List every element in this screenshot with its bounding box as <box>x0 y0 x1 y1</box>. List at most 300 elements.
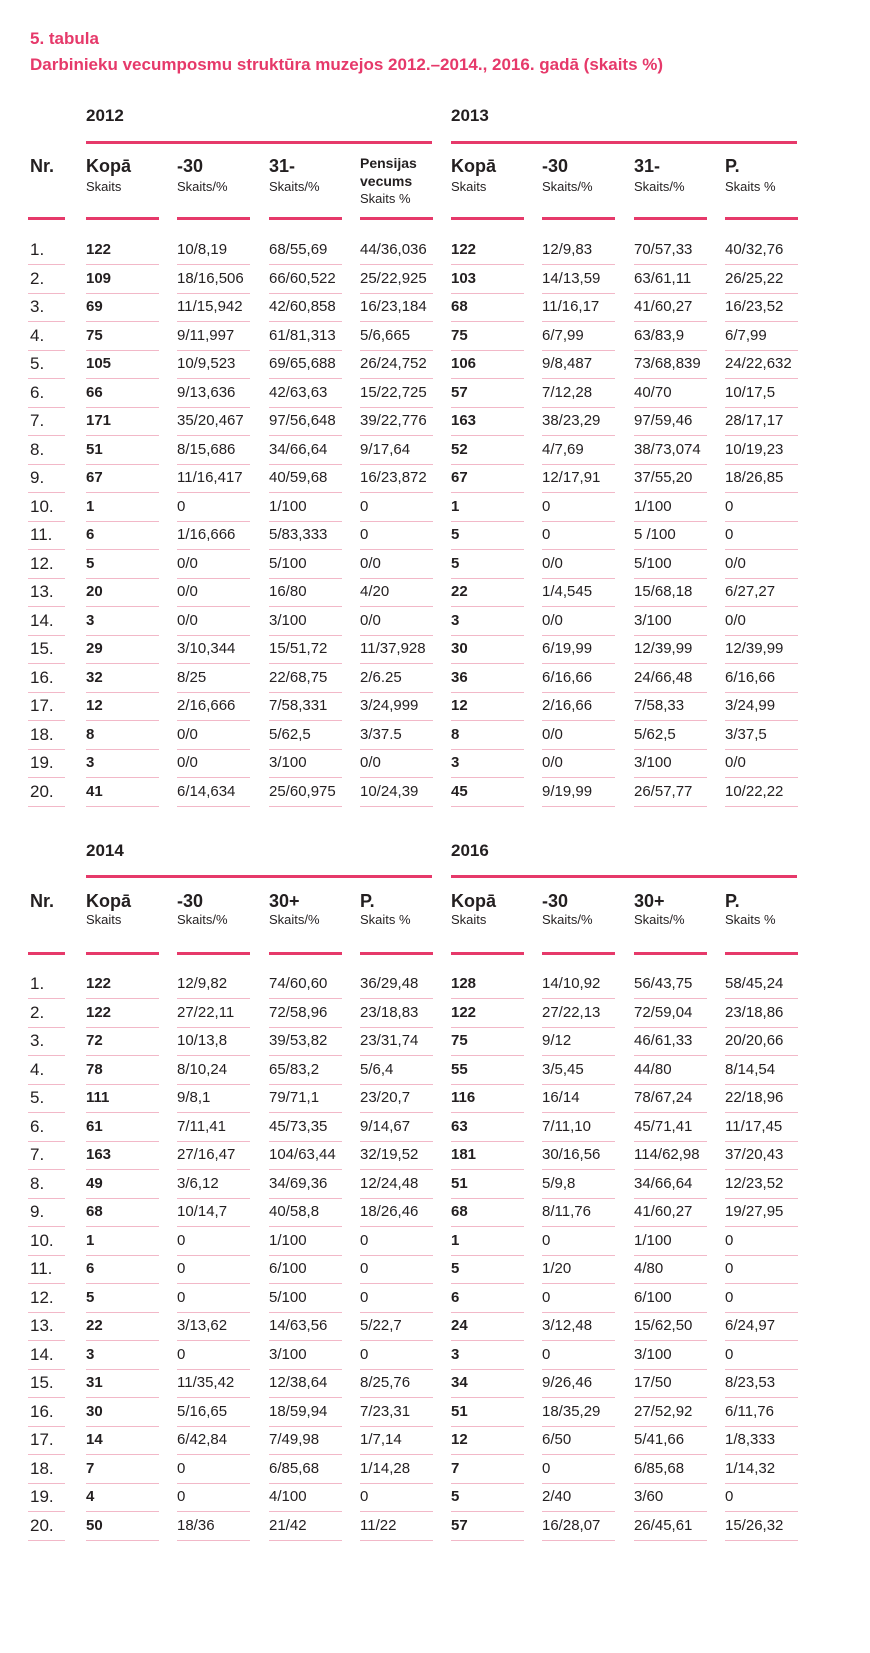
row-number: 8. <box>30 439 45 459</box>
table-cell: 12/17,91 <box>542 469 601 486</box>
row-separator <box>269 806 342 807</box>
column-header-unit: Skaits <box>451 179 487 194</box>
row-separator <box>28 521 65 522</box>
row-separator <box>542 1369 615 1370</box>
row-separator <box>177 1340 250 1341</box>
row-separator <box>177 663 250 664</box>
table-cell: 0/0 <box>542 554 563 572</box>
table-cell: 39/53,82 <box>269 1032 328 1049</box>
row-separator <box>28 1312 65 1313</box>
table-title: Darbinieku vecumposmu struktūra muzejos 2012.–2014., 2016. gadā (skaits %) <box>30 55 664 74</box>
table-cell: 3/37.5 <box>360 725 402 743</box>
table-cell: 20 <box>86 583 103 600</box>
table-cell: 10/22,22 <box>725 782 784 800</box>
row-separator <box>542 1055 615 1056</box>
row-number: 11. <box>30 1259 53 1278</box>
table-cell: 3/12,48 <box>542 1317 593 1334</box>
column-header-label: P. <box>360 891 375 911</box>
table-cell: 5 /100 <box>634 526 676 543</box>
table-cell: 41 <box>86 782 103 800</box>
row-separator <box>269 549 342 550</box>
table-cell: 122 <box>86 241 112 258</box>
table-cell: 5/6,665 <box>360 326 411 344</box>
table-cell: 0/0 <box>725 554 746 572</box>
row-separator <box>451 1540 524 1541</box>
nr-column-header: Nr. <box>30 891 55 911</box>
row-separator <box>725 293 798 294</box>
table-cell: 4/7,69 <box>542 440 584 458</box>
table-cell: 9/13,636 <box>177 383 236 401</box>
table-cell: 44/36,036 <box>360 241 427 258</box>
row-separator <box>542 321 615 322</box>
row-separator <box>269 264 342 265</box>
row-separator <box>451 1055 524 1056</box>
table-cell: 8 <box>86 725 95 743</box>
table-cell: 122 <box>451 1003 477 1021</box>
table-cell: 24/22,632 <box>725 355 792 372</box>
year-rule <box>451 875 797 878</box>
column-header-underline <box>634 952 707 955</box>
row-separator <box>28 1369 65 1370</box>
row-separator <box>542 1283 615 1284</box>
row-separator <box>28 407 65 408</box>
table-cell: 0 <box>360 1260 369 1277</box>
row-separator <box>360 1027 433 1028</box>
row-separator <box>177 777 250 778</box>
row-separator <box>86 777 159 778</box>
row-separator <box>634 635 707 636</box>
column-header-underline <box>86 952 159 955</box>
table-cell: 9/12 <box>542 1032 572 1049</box>
row-separator <box>177 1198 250 1199</box>
row-separator <box>177 1483 250 1484</box>
table-cell: 24 <box>451 1317 468 1334</box>
row-separator <box>269 1141 342 1142</box>
row-separator <box>451 606 524 607</box>
row-separator <box>360 492 433 493</box>
row-separator <box>634 492 707 493</box>
row-separator <box>86 806 159 807</box>
table-cell: 0 <box>360 497 369 515</box>
row-separator <box>86 549 159 550</box>
row-separator <box>28 1511 65 1512</box>
row-separator <box>634 1226 707 1227</box>
table-cell: 5/6,4 <box>360 1060 394 1078</box>
row-separator <box>542 1226 615 1227</box>
row-number: 16. <box>30 667 54 687</box>
row-separator <box>542 1426 615 1427</box>
row-separator <box>634 293 707 294</box>
table-cell: 0 <box>177 1488 186 1505</box>
row-number: 7. <box>30 411 45 430</box>
row-separator <box>28 321 65 322</box>
row-separator <box>725 407 798 408</box>
table-cell: 0 <box>177 1260 186 1277</box>
table-cell: 2/16,66 <box>542 697 593 714</box>
column-header-label: P. <box>725 891 740 911</box>
table-cell: 10/19,23 <box>725 440 784 458</box>
row-separator <box>177 1283 250 1284</box>
row-separator <box>86 1055 159 1056</box>
table-cell: 0 <box>542 526 551 543</box>
row-separator <box>360 1283 433 1284</box>
table-cell: 34/66,64 <box>634 1174 693 1192</box>
row-separator <box>269 1483 342 1484</box>
table-cell: 30/16,56 <box>542 1146 601 1163</box>
row-separator <box>269 1084 342 1085</box>
table-cell: 15/26,32 <box>725 1516 784 1534</box>
row-separator <box>360 1454 433 1455</box>
row-separator <box>86 407 159 408</box>
year-heading-2012: 2012 <box>86 106 124 125</box>
row-separator <box>451 1426 524 1427</box>
table-cell: 70/57,33 <box>634 241 693 258</box>
row-separator <box>177 1426 250 1427</box>
row-separator <box>360 1511 433 1512</box>
row-number: 17. <box>30 696 54 715</box>
table-cell: 10/24,39 <box>360 782 419 800</box>
row-separator <box>725 264 798 265</box>
table-number: 5. tabula <box>30 29 99 48</box>
table-cell: 16/23,184 <box>360 298 427 315</box>
row-separator <box>634 464 707 465</box>
row-number: 18. <box>30 1458 54 1478</box>
table-cell: 7/11,10 <box>542 1117 591 1135</box>
row-separator <box>360 1483 433 1484</box>
year-heading-2013: 2013 <box>451 106 489 125</box>
row-separator <box>28 1169 65 1170</box>
row-separator <box>269 998 342 999</box>
table-cell: 75 <box>451 326 468 344</box>
table-cell: 12/39,99 <box>634 640 693 657</box>
table-cell: 8/25 <box>177 668 207 686</box>
table-cell: 10/13,8 <box>177 1032 228 1049</box>
table-cell: 1 <box>86 1231 95 1249</box>
row-separator <box>360 1312 433 1313</box>
row-separator <box>451 663 524 664</box>
table-cell: 40/32,76 <box>725 241 784 258</box>
table-cell: 75 <box>86 326 103 344</box>
table-cell: 5/83,333 <box>269 526 328 543</box>
column-header-label: -30 <box>177 156 204 176</box>
row-separator <box>542 1169 615 1170</box>
row-separator <box>542 1540 615 1541</box>
row-separator <box>725 350 798 351</box>
table-cell: 0 <box>725 1260 734 1277</box>
table-cell: 5 <box>451 554 460 572</box>
table-cell: 12/39,99 <box>725 640 784 657</box>
row-separator <box>86 606 159 607</box>
row-separator <box>634 1112 707 1113</box>
row-separator <box>634 1483 707 1484</box>
row-separator <box>360 1112 433 1113</box>
table-cell: 14/63,56 <box>269 1317 328 1334</box>
table-cell: 65/83,2 <box>269 1060 320 1078</box>
row-separator <box>542 350 615 351</box>
row-separator <box>360 264 433 265</box>
table-cell: 45/71,41 <box>634 1117 693 1135</box>
table-cell: 10/9,523 <box>177 355 236 372</box>
table-cell: 26/25,22 <box>725 269 784 287</box>
row-separator <box>451 806 524 807</box>
table-cell: 18/59,94 <box>269 1402 328 1420</box>
table-cell: 3/100 <box>634 1345 672 1363</box>
row-separator <box>28 1198 65 1199</box>
table-cell: 34 <box>451 1374 468 1391</box>
table-cell: 20/20,66 <box>725 1032 784 1049</box>
table-cell: 25/22,925 <box>360 269 427 287</box>
row-separator <box>634 1255 707 1256</box>
row-separator <box>360 321 433 322</box>
column-header-label: 30+ <box>634 891 665 911</box>
row-separator <box>634 578 707 579</box>
row-separator <box>86 692 159 693</box>
row-separator <box>86 264 159 265</box>
table-cell: 5/100 <box>634 554 672 572</box>
row-separator <box>725 1312 798 1313</box>
table-cell: 4/20 <box>360 583 390 600</box>
row-separator <box>28 1084 65 1085</box>
table-cell: 7/58,331 <box>269 697 328 714</box>
row-separator <box>177 578 250 579</box>
table-cell: 40/59,68 <box>269 469 328 486</box>
row-separator <box>542 578 615 579</box>
table-cell: 163 <box>86 1146 112 1163</box>
table-cell: 3/24,99 <box>725 697 776 714</box>
table-cell: 97/56,648 <box>269 412 336 429</box>
table-cell: 122 <box>86 975 112 992</box>
table-cell: 0 <box>177 1288 186 1306</box>
table-cell: 1 <box>86 497 95 515</box>
row-separator <box>86 1198 159 1199</box>
row-number: 9. <box>30 1202 45 1221</box>
row-separator <box>725 1198 798 1199</box>
table-cell: 57 <box>451 1516 468 1534</box>
row-separator <box>725 435 798 436</box>
table-cell: 3 <box>451 754 460 771</box>
row-separator <box>634 1540 707 1541</box>
row-number: 14. <box>30 1344 54 1364</box>
row-separator <box>86 293 159 294</box>
table-cell: 78/67,24 <box>634 1089 693 1106</box>
table-cell: 0 <box>360 526 369 543</box>
table-cell: 51 <box>451 1174 468 1192</box>
column-header-underline <box>360 952 433 955</box>
table-cell: 23/18,83 <box>360 1003 419 1021</box>
row-separator <box>634 777 707 778</box>
row-separator <box>177 1055 250 1056</box>
table-cell: 11/17,45 <box>725 1117 783 1135</box>
table-cell: 0 <box>177 1231 186 1249</box>
table-cell: 16/23,872 <box>360 469 427 486</box>
table-cell: 3/100 <box>634 754 672 771</box>
row-separator <box>269 1540 342 1541</box>
table-cell: 12/9,82 <box>177 975 228 992</box>
table-cell: 14/13,59 <box>542 269 601 287</box>
row-separator <box>28 720 65 721</box>
column-header-label: -30 <box>542 891 569 911</box>
row-separator <box>28 492 65 493</box>
table-cell: 61 <box>86 1117 103 1135</box>
row-separator <box>86 492 159 493</box>
table-cell: 4/100 <box>269 1488 307 1505</box>
row-separator <box>177 606 250 607</box>
row-separator <box>177 435 250 436</box>
row-separator <box>177 635 250 636</box>
table-cell: 23/18,86 <box>725 1003 784 1021</box>
table-cell: 5/22,7 <box>360 1317 402 1334</box>
table-cell: 0 <box>360 1231 369 1249</box>
table-cell: 8/25,76 <box>360 1374 411 1391</box>
table-cell: 35/20,467 <box>177 412 244 429</box>
table-cell: 1/20 <box>542 1260 572 1277</box>
row-separator <box>28 1426 65 1427</box>
column-header-label: 31- <box>269 156 296 176</box>
row-separator <box>177 720 250 721</box>
row-separator <box>725 663 798 664</box>
table-cell: 9/11,997 <box>177 326 235 344</box>
table-cell: 42/63,63 <box>269 383 328 401</box>
row-separator <box>28 435 65 436</box>
table-cell: 8 <box>451 725 460 743</box>
row-separator <box>725 1055 798 1056</box>
table-cell: 0 <box>542 1288 551 1306</box>
row-separator <box>451 578 524 579</box>
table-cell: 25/60,975 <box>269 782 336 800</box>
table-cell: 3/5,45 <box>542 1060 584 1078</box>
row-separator <box>269 1055 342 1056</box>
row-number: 20. <box>30 781 54 801</box>
row-separator <box>86 1454 159 1455</box>
row-separator <box>725 1483 798 1484</box>
row-separator <box>86 1540 159 1541</box>
table-cell: 27/52,92 <box>634 1402 693 1420</box>
row-separator <box>86 1141 159 1142</box>
row-separator <box>177 378 250 379</box>
table-cell: 10/17,5 <box>725 383 776 401</box>
table-cell: 5/41,66 <box>634 1431 685 1448</box>
table-cell: 6/50 <box>542 1431 572 1448</box>
table-cell: 3 <box>86 1345 95 1363</box>
row-separator <box>269 663 342 664</box>
row-separator <box>542 998 615 999</box>
row-number: 17. <box>30 1430 54 1449</box>
row-separator <box>177 998 250 999</box>
column-header-label: Kopā <box>86 891 131 911</box>
row-number: 2. <box>30 268 45 288</box>
row-separator <box>360 692 433 693</box>
table-cell: 1 <box>451 497 460 515</box>
table-cell: 6/100 <box>269 1260 307 1277</box>
column-header-unit: Skaits % <box>725 179 776 194</box>
column-header-underline <box>725 952 798 955</box>
row-separator <box>725 1369 798 1370</box>
row-separator <box>177 1312 250 1313</box>
row-separator <box>269 749 342 750</box>
table-cell: 0/0 <box>542 611 563 629</box>
row-separator <box>86 1397 159 1398</box>
row-separator <box>725 635 798 636</box>
row-separator <box>634 350 707 351</box>
row-separator <box>542 1255 615 1256</box>
row-number: 4. <box>30 1059 45 1079</box>
table-cell: 74/60,60 <box>269 975 328 992</box>
row-separator <box>451 777 524 778</box>
row-separator <box>634 321 707 322</box>
row-separator <box>451 378 524 379</box>
table-cell: 5 <box>451 1488 460 1505</box>
column-header-unit: Skaits/% <box>634 179 685 194</box>
table-cell: 15/62,50 <box>634 1317 693 1334</box>
table-cell: 12 <box>451 697 468 714</box>
table-cell: 16/80 <box>269 583 307 600</box>
column-header-label: 30+ <box>269 891 300 911</box>
row-separator <box>725 606 798 607</box>
row-number: 5. <box>30 1088 45 1107</box>
table-cell: 0 <box>542 1231 551 1249</box>
table-cell: 32/19,52 <box>360 1146 419 1163</box>
table-cell: 0/0 <box>542 754 563 771</box>
table-cell: 0 <box>725 1345 734 1363</box>
row-separator <box>360 1141 433 1142</box>
table-cell: 75 <box>451 1032 468 1049</box>
table-cell: 1/8,333 <box>725 1431 776 1448</box>
table-cell: 5/16,65 <box>177 1402 228 1420</box>
row-separator <box>86 1312 159 1313</box>
table-cell: 11/22 <box>360 1516 397 1534</box>
row-separator <box>86 435 159 436</box>
year-heading-2016: 2016 <box>451 841 489 860</box>
table-cell: 15/68,18 <box>634 583 693 600</box>
table-cell: 163 <box>451 412 477 429</box>
row-separator <box>725 1540 798 1541</box>
column-header-label: Kopā <box>451 891 496 911</box>
column-header-underline <box>269 217 342 220</box>
row-separator <box>542 549 615 550</box>
table-cell: 27/22,11 <box>177 1003 235 1021</box>
table-cell: 3 <box>86 754 95 771</box>
row-separator <box>451 998 524 999</box>
table-cell: 97/59,46 <box>634 412 693 429</box>
table-cell: 8/14,54 <box>725 1060 776 1078</box>
row-separator <box>28 635 65 636</box>
row-separator <box>542 1027 615 1028</box>
row-separator <box>634 749 707 750</box>
row-separator <box>269 1511 342 1512</box>
table-cell: 0 <box>542 1459 551 1477</box>
row-number: 12. <box>30 1287 54 1307</box>
table-cell: 6/27,27 <box>725 583 776 600</box>
row-number: 12. <box>30 553 54 573</box>
column-header-unit: Skaits/% <box>542 912 593 927</box>
row-separator <box>177 1540 250 1541</box>
column-header-underline <box>451 217 524 220</box>
row-separator <box>86 635 159 636</box>
table-cell: 0 <box>725 497 734 515</box>
table-cell: 0/0 <box>177 725 198 743</box>
row-separator <box>451 521 524 522</box>
row-separator <box>86 1112 159 1113</box>
table-cell: 1/4,545 <box>542 583 593 600</box>
row-separator <box>177 1511 250 1512</box>
table-cell: 24/66,48 <box>634 668 693 686</box>
row-separator <box>542 1454 615 1455</box>
table-cell: 12/9,83 <box>542 241 593 258</box>
row-separator <box>725 998 798 999</box>
row-separator <box>634 1340 707 1341</box>
row-number: 7. <box>30 1145 45 1164</box>
row-separator <box>451 1283 524 1284</box>
